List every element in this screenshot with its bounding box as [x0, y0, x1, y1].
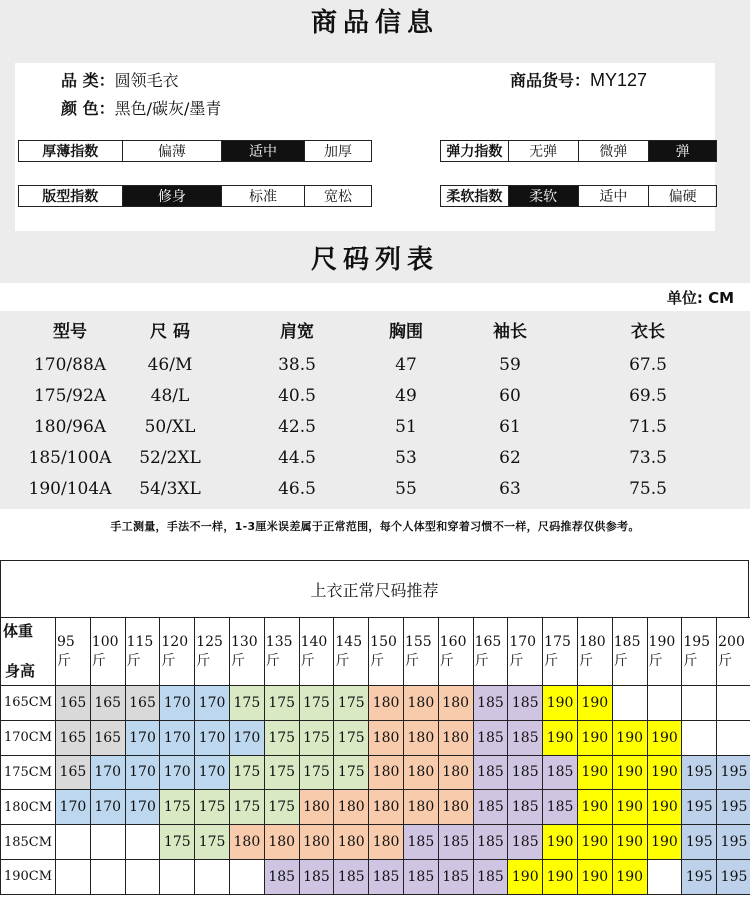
recommended-size-cell: 165 [125, 686, 160, 721]
recommended-size-cell: 180 [334, 790, 369, 825]
unit-label: 单位: CM [666, 289, 734, 307]
recommended-size-cell: 185 [543, 755, 578, 790]
weight-header-cell: 175 斤 [543, 618, 578, 686]
height-row [1, 686, 750, 721]
recommended-size-cell: 165 [56, 720, 91, 755]
fit-option-loose: 宽松 [304, 186, 371, 206]
category-value: 圆领毛衣 [114, 71, 179, 90]
weight-axis-label: 体重 [3, 622, 34, 640]
weight-header-cell: 170 斤 [508, 618, 543, 686]
softness-option-hard: 偏硬 [648, 186, 716, 206]
fit-option-standard: 标准 [221, 186, 304, 206]
recommended-size-cell: 170 [90, 755, 125, 790]
recommended-size-cell: 175 [264, 790, 299, 825]
recommended-size-cell: 185 [473, 790, 508, 825]
recommended-size-cell: 190 [543, 720, 578, 755]
recommended-size-cell: 190 [543, 859, 578, 894]
elasticity-label: 弹力指数 [446, 144, 503, 160]
height-row [1, 720, 750, 755]
recommended-size-cell: 185 [508, 755, 543, 790]
softness-option-medium: 适中 [578, 186, 649, 206]
recommended-size-cell: 165 [90, 686, 125, 721]
recommended-size-cell: 190 [577, 859, 612, 894]
recommended-size-cell: 185 [438, 825, 473, 860]
header-sleeve: 袖长 [493, 322, 527, 342]
recommended-size-cell: 165 [56, 755, 91, 790]
sku-value: MY127 [590, 70, 648, 90]
size-table-cell: 46/M [147, 354, 193, 375]
recommended-size-cell [612, 686, 647, 721]
recommended-size-cell: 180 [299, 790, 334, 825]
size-table-cell: 170/88A [33, 354, 107, 375]
recommended-size-cell: 185 [369, 859, 404, 894]
recommended-size-cell: 185 [473, 720, 508, 755]
height-label: 180CM [1, 790, 56, 825]
size-table-cell: 38.5 [278, 354, 316, 375]
category-label: 品 类： [61, 71, 115, 90]
recommended-size-cell: 170 [125, 790, 160, 825]
recommended-size-cell: 180 [369, 755, 404, 790]
recommended-size-cell: 180 [369, 720, 404, 755]
weight-header-cell: 115 斤 [125, 618, 160, 686]
weight-header-cell: 200 斤 [717, 618, 750, 686]
size-table-cell: 185/100A [28, 448, 112, 469]
weight-header-cell: 155 斤 [403, 618, 438, 686]
recommended-size-cell: 180 [229, 825, 264, 860]
height-row [1, 790, 750, 825]
recommended-size-cell [195, 859, 230, 894]
category-line [61, 68, 179, 91]
measurement-note: 手工测量，手法不一样，1-3厘米误差属于正常范围，每个人体型和穿着习惯不一样，尺码推荐仅供参考。 [110, 520, 640, 533]
fit-option-slim: 修身 [122, 186, 222, 206]
size-table-row [0, 411, 750, 442]
weight-header-cell: 125 斤 [195, 618, 230, 686]
size-table-cell: 50/XL [144, 416, 196, 437]
recommended-size-cell: 195 [682, 755, 717, 790]
size-list-title: 尺码列表 [310, 244, 439, 275]
thickness-option-thick: 加厚 [304, 141, 371, 161]
recommended-size-cell: 170 [125, 755, 160, 790]
recommended-size-cell: 175 [195, 790, 230, 825]
header-band [0, 0, 750, 41]
color-label: 颜 色： [61, 99, 115, 118]
recommended-size-cell: 175 [299, 755, 334, 790]
weight-header-cell: 185 斤 [612, 618, 647, 686]
recommended-size-cell: 185 [508, 825, 543, 860]
grid-corner [1, 618, 56, 686]
recommended-size-cell: 190 [612, 755, 647, 790]
recommended-size-cell: 175 [229, 755, 264, 790]
size-table-cell: 42.5 [278, 416, 316, 437]
recommended-size-cell: 195 [717, 825, 750, 860]
recommended-size-cell: 175 [334, 720, 369, 755]
recommended-size-cell: 190 [647, 755, 682, 790]
header-chest: 胸围 [389, 322, 423, 342]
height-label: 185CM [1, 825, 56, 860]
header-size: 尺 码 [150, 322, 190, 342]
softness-index [440, 185, 717, 207]
recommended-size-cell: 170 [160, 686, 195, 721]
recommended-size-cell: 165 [56, 686, 91, 721]
elasticity-option-none: 无弹 [508, 141, 578, 161]
recommended-size-cell: 190 [612, 720, 647, 755]
recommended-size-cell: 190 [543, 825, 578, 860]
softness-option-soft: 柔软 [508, 186, 578, 206]
recommended-size-cell: 185 [473, 686, 508, 721]
recommended-size-cell: 190 [647, 720, 682, 755]
recommended-size-cell [647, 686, 682, 721]
size-table-row [0, 474, 750, 505]
recommended-size-cell: 175 [264, 686, 299, 721]
size-recommendation [0, 560, 750, 900]
recommended-size-cell: 185 [403, 859, 438, 894]
header-length: 衣长 [631, 322, 665, 342]
weight-header-cell: 135 斤 [264, 618, 299, 686]
recommended-size-cell: 170 [90, 790, 125, 825]
recommended-size-cell: 185 [299, 859, 334, 894]
product-info-card [15, 63, 715, 231]
recommended-size-cell: 195 [717, 790, 750, 825]
recommended-size-cell [682, 720, 717, 755]
recommended-size-cell: 170 [195, 755, 230, 790]
weight-header-cell: 180 斤 [577, 618, 612, 686]
recommended-size-cell: 180 [369, 790, 404, 825]
size-table-cell: 51 [395, 416, 417, 437]
recommendation-grid [0, 617, 750, 895]
size-table-cell: 40.5 [278, 385, 316, 406]
recommended-size-cell: 175 [229, 686, 264, 721]
size-table-cell: 69.5 [629, 385, 667, 406]
thickness-index [18, 140, 372, 162]
recommended-size-cell: 185 [473, 825, 508, 860]
weight-header-cell: 140 斤 [299, 618, 334, 686]
recommended-size-cell: 180 [403, 720, 438, 755]
height-label: 190CM [1, 859, 56, 894]
weight-header-cell: 195 斤 [682, 618, 717, 686]
recommended-size-cell: 180 [334, 825, 369, 860]
recommended-size-cell: 175 [334, 755, 369, 790]
product-info-panel [0, 41, 750, 231]
recommended-size-cell: 180 [438, 686, 473, 721]
weight-header-cell: 95 斤 [56, 618, 91, 686]
sku-line [510, 68, 647, 91]
recommended-size-cell: 170 [195, 686, 230, 721]
recommended-size-cell: 170 [56, 790, 91, 825]
recommended-size-cell [90, 859, 125, 894]
recommended-size-cell: 175 [229, 790, 264, 825]
recommended-size-cell [647, 859, 682, 894]
recommended-size-cell [90, 825, 125, 860]
recommended-size-cell: 195 [717, 755, 750, 790]
size-table-cell: 46.5 [278, 479, 316, 500]
weight-header-cell: 100 斤 [90, 618, 125, 686]
color-value: 黑色/碳灰/墨青 [114, 99, 222, 118]
recommended-size-cell: 190 [577, 755, 612, 790]
recommended-size-cell: 180 [403, 686, 438, 721]
recommended-size-cell: 190 [612, 859, 647, 894]
height-row [1, 859, 750, 894]
page-title: 商品信息 [310, 8, 439, 38]
recommended-size-cell: 190 [577, 720, 612, 755]
recommended-size-cell [125, 825, 160, 860]
size-table-cell: 175/92A [33, 385, 107, 406]
recommended-size-cell: 175 [299, 720, 334, 755]
recommended-size-cell: 180 [438, 755, 473, 790]
recommended-size-cell: 170 [195, 720, 230, 755]
recommended-size-cell [125, 859, 160, 894]
recommended-size-cell: 185 [473, 859, 508, 894]
recommended-size-cell: 190 [577, 825, 612, 860]
recommended-size-cell: 185 [264, 859, 299, 894]
recommendation-title: 上衣正常尺码推荐 [0, 560, 749, 618]
size-table-cell: 44.5 [278, 448, 316, 469]
recommended-size-cell [717, 686, 750, 721]
recommended-size-cell: 180 [403, 755, 438, 790]
size-table-cell: 62 [499, 448, 521, 469]
recommended-size-cell: 170 [160, 720, 195, 755]
recommended-size-cell: 170 [160, 755, 195, 790]
size-table-header [0, 314, 750, 345]
weight-header-cell: 190 斤 [647, 618, 682, 686]
recommended-size-cell: 165 [90, 720, 125, 755]
recommended-size-cell: 180 [264, 825, 299, 860]
size-list-band [0, 231, 750, 283]
thickness-option-thin: 偏薄 [122, 141, 222, 161]
recommended-size-cell: 175 [160, 825, 195, 860]
recommended-size-cell: 185 [438, 859, 473, 894]
recommended-size-cell [56, 859, 91, 894]
size-table-cell: 54/3XL [139, 479, 201, 500]
recommended-size-cell: 180 [403, 790, 438, 825]
height-axis-label: 身高 [5, 662, 36, 680]
size-table-cell: 53 [395, 448, 417, 469]
recommended-size-cell: 175 [264, 755, 299, 790]
recommended-size-cell: 185 [508, 790, 543, 825]
recommended-size-cell: 175 [264, 720, 299, 755]
recommended-size-cell: 175 [299, 686, 334, 721]
header-shoulder: 肩宽 [280, 322, 314, 342]
size-table-row [0, 349, 750, 380]
size-table-cell: 61 [499, 416, 521, 437]
thickness-option-medium: 适中 [221, 141, 304, 161]
size-table-row [0, 380, 750, 411]
size-table-cell: 52/2XL [139, 448, 201, 469]
recommended-size-cell: 175 [160, 790, 195, 825]
recommended-size-cell: 190 [647, 790, 682, 825]
recommended-size-cell: 195 [717, 859, 750, 894]
elasticity-option-slight: 微弹 [578, 141, 649, 161]
unit-row [0, 283, 750, 311]
recommended-size-cell: 190 [647, 825, 682, 860]
recommended-size-cell: 180 [369, 686, 404, 721]
weight-header-cell: 150 斤 [369, 618, 404, 686]
size-table-row [0, 443, 750, 474]
recommended-size-cell: 185 [508, 686, 543, 721]
weight-header-row [1, 618, 750, 686]
recommended-size-cell: 190 [612, 825, 647, 860]
size-table-cell: 71.5 [629, 416, 667, 437]
size-table-cell: 67.5 [629, 354, 667, 375]
recommended-size-cell: 190 [508, 859, 543, 894]
weight-header-cell: 160 斤 [438, 618, 473, 686]
recommended-size-cell: 185 [334, 859, 369, 894]
size-table-cell: 63 [499, 479, 521, 500]
recommended-size-cell: 175 [195, 825, 230, 860]
recommended-size-cell: 190 [577, 790, 612, 825]
recommended-size-cell: 185 [473, 755, 508, 790]
recommended-size-cell: 185 [403, 825, 438, 860]
recommended-size-cell: 190 [543, 686, 578, 721]
header-model: 型号 [53, 322, 87, 342]
height-label: 170CM [1, 720, 56, 755]
elasticity-index [440, 140, 717, 162]
size-table-cell: 190/104A [28, 479, 112, 500]
recommended-size-cell: 180 [369, 825, 404, 860]
fit-label: 版型指数 [42, 189, 99, 205]
recommended-size-cell [160, 859, 195, 894]
weight-header-cell: 120 斤 [160, 618, 195, 686]
fit-index [18, 185, 372, 207]
recommended-size-cell [717, 720, 750, 755]
recommended-size-cell: 170 [125, 720, 160, 755]
elasticity-option-elastic: 弹 [648, 141, 716, 161]
height-row [1, 825, 750, 860]
recommended-size-cell: 195 [682, 859, 717, 894]
height-label: 165CM [1, 686, 56, 721]
softness-label: 柔软指数 [446, 189, 503, 205]
recommended-size-cell [229, 859, 264, 894]
size-table-cell: 55 [395, 479, 417, 500]
recommended-size-cell: 175 [334, 686, 369, 721]
size-table-cell: 60 [499, 385, 521, 406]
recommended-size-cell: 195 [682, 825, 717, 860]
size-table-cell: 47 [395, 354, 417, 375]
recommended-size-cell: 180 [438, 720, 473, 755]
recommended-size-cell: 195 [682, 790, 717, 825]
recommended-size-cell: 170 [229, 720, 264, 755]
recommended-size-cell: 190 [612, 790, 647, 825]
recommended-size-cell: 180 [299, 825, 334, 860]
recommended-size-cell: 180 [438, 790, 473, 825]
size-table-cell: 73.5 [629, 448, 667, 469]
size-table [0, 311, 750, 509]
recommended-size-cell: 185 [508, 720, 543, 755]
weight-header-cell: 145 斤 [334, 618, 369, 686]
color-line [61, 96, 221, 119]
recommended-size-cell [56, 825, 91, 860]
recommended-size-cell [682, 686, 717, 721]
height-label: 175CM [1, 755, 56, 790]
sku-label: 商品货号： [510, 71, 591, 90]
size-table-cell: 75.5 [629, 479, 667, 500]
size-table-cell: 180/96A [33, 416, 107, 437]
height-row [1, 755, 750, 790]
thickness-label: 厚薄指数 [42, 144, 99, 160]
size-table-cell: 59 [499, 354, 521, 375]
recommended-size-cell: 185 [543, 790, 578, 825]
size-table-cell: 49 [395, 385, 417, 406]
recommended-size-cell: 190 [577, 686, 612, 721]
weight-header-cell: 165 斤 [473, 618, 508, 686]
size-table-cell: 48/L [150, 385, 190, 406]
weight-header-cell: 130 斤 [229, 618, 264, 686]
